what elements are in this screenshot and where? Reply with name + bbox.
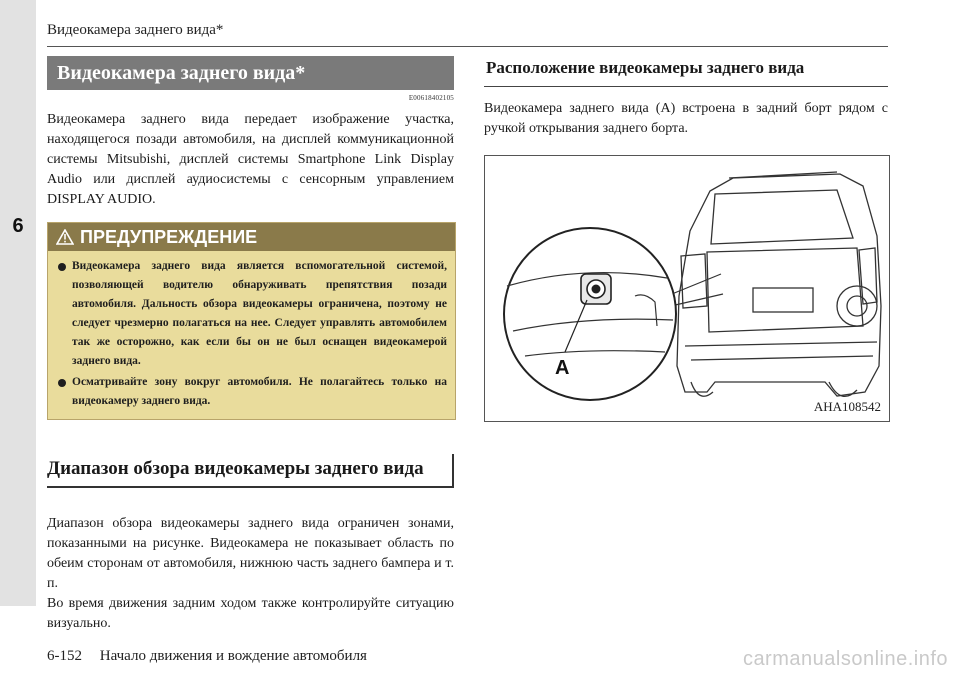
warning-item: Осматривайте зону вокруг автомобиля. Не полагайтесь только на видеокамеру заднего вида. — [58, 373, 447, 411]
section-title-range: Диапазон обзора видеокамеры заднего вида — [47, 454, 454, 488]
warning-item: Видеокамера заднего вида является вспомогательной системой, позволяющей водителю обнаруживать препятствия позади автомобиля. Дальность обзора видеокамеры ограничена, поэтому не следует чрезмерно полагаться на нее. Следует управлять автомобилем так же осторожно, как если бы он не был оснащен видеокамерой заднего вида. — [58, 257, 447, 371]
intro-paragraph: Видеокамера заднего вида передает изображение участка, находящегося позади автомобиля, на дисплей коммуникационной системы Mitsubishi, дисплей системы Smartphone Link Display Audio или дисплей аудиосистемы с сенсорным управлением DISPLAY AUDIO. — [47, 112, 454, 207]
warning-list — [48, 251, 455, 419]
section-title-location: Расположение видеокамеры заднего вида — [484, 56, 888, 87]
figure-code: AHA108542 — [813, 399, 881, 414]
camera-unit — [581, 274, 611, 304]
range-paragraph-1: Диапазон обзора видеокамеры заднего вида ограничен зонами, показанными на рисунке. Видеокамера не показывает область по обеим сторонам от автомобиля, нижнюю часть заднего бампера и т. п. — [47, 516, 454, 591]
warning-icon — [56, 229, 74, 245]
callout-label: A — [555, 357, 570, 379]
warning-box — [47, 222, 456, 420]
vehicle-rear-illustration — [485, 156, 889, 421]
warning-title: ПРЕДУПРЕЖДЕНИЕ — [80, 226, 258, 247]
page-footer — [47, 648, 367, 665]
right-column — [484, 56, 888, 139]
footer-chapter: Начало движения и вождение автомобиля — [99, 648, 367, 664]
warning-header — [48, 223, 455, 251]
section-title-camera: Видеокамера заднего вида* — [47, 56, 454, 90]
header-rule — [47, 46, 888, 47]
range-paragraph-2: Во время движения задним ходом также контролируйте ситуацию визуально. — [47, 596, 454, 631]
section-code: E00618402105 — [408, 94, 454, 102]
left-column — [47, 56, 454, 634]
watermark: carmanualsonline.info — [742, 648, 948, 670]
location-paragraph: Видеокамера заднего вида (A) встроена в задний борт рядом с ручкой открывания заднего борта. — [484, 101, 888, 136]
side-strip — [0, 0, 36, 606]
camera-location-figure — [484, 155, 890, 422]
chapter-tab: 6 — [0, 204, 36, 248]
running-title: Видеокамера заднего вида* — [47, 22, 224, 38]
page-number: 6-152 — [47, 648, 82, 664]
